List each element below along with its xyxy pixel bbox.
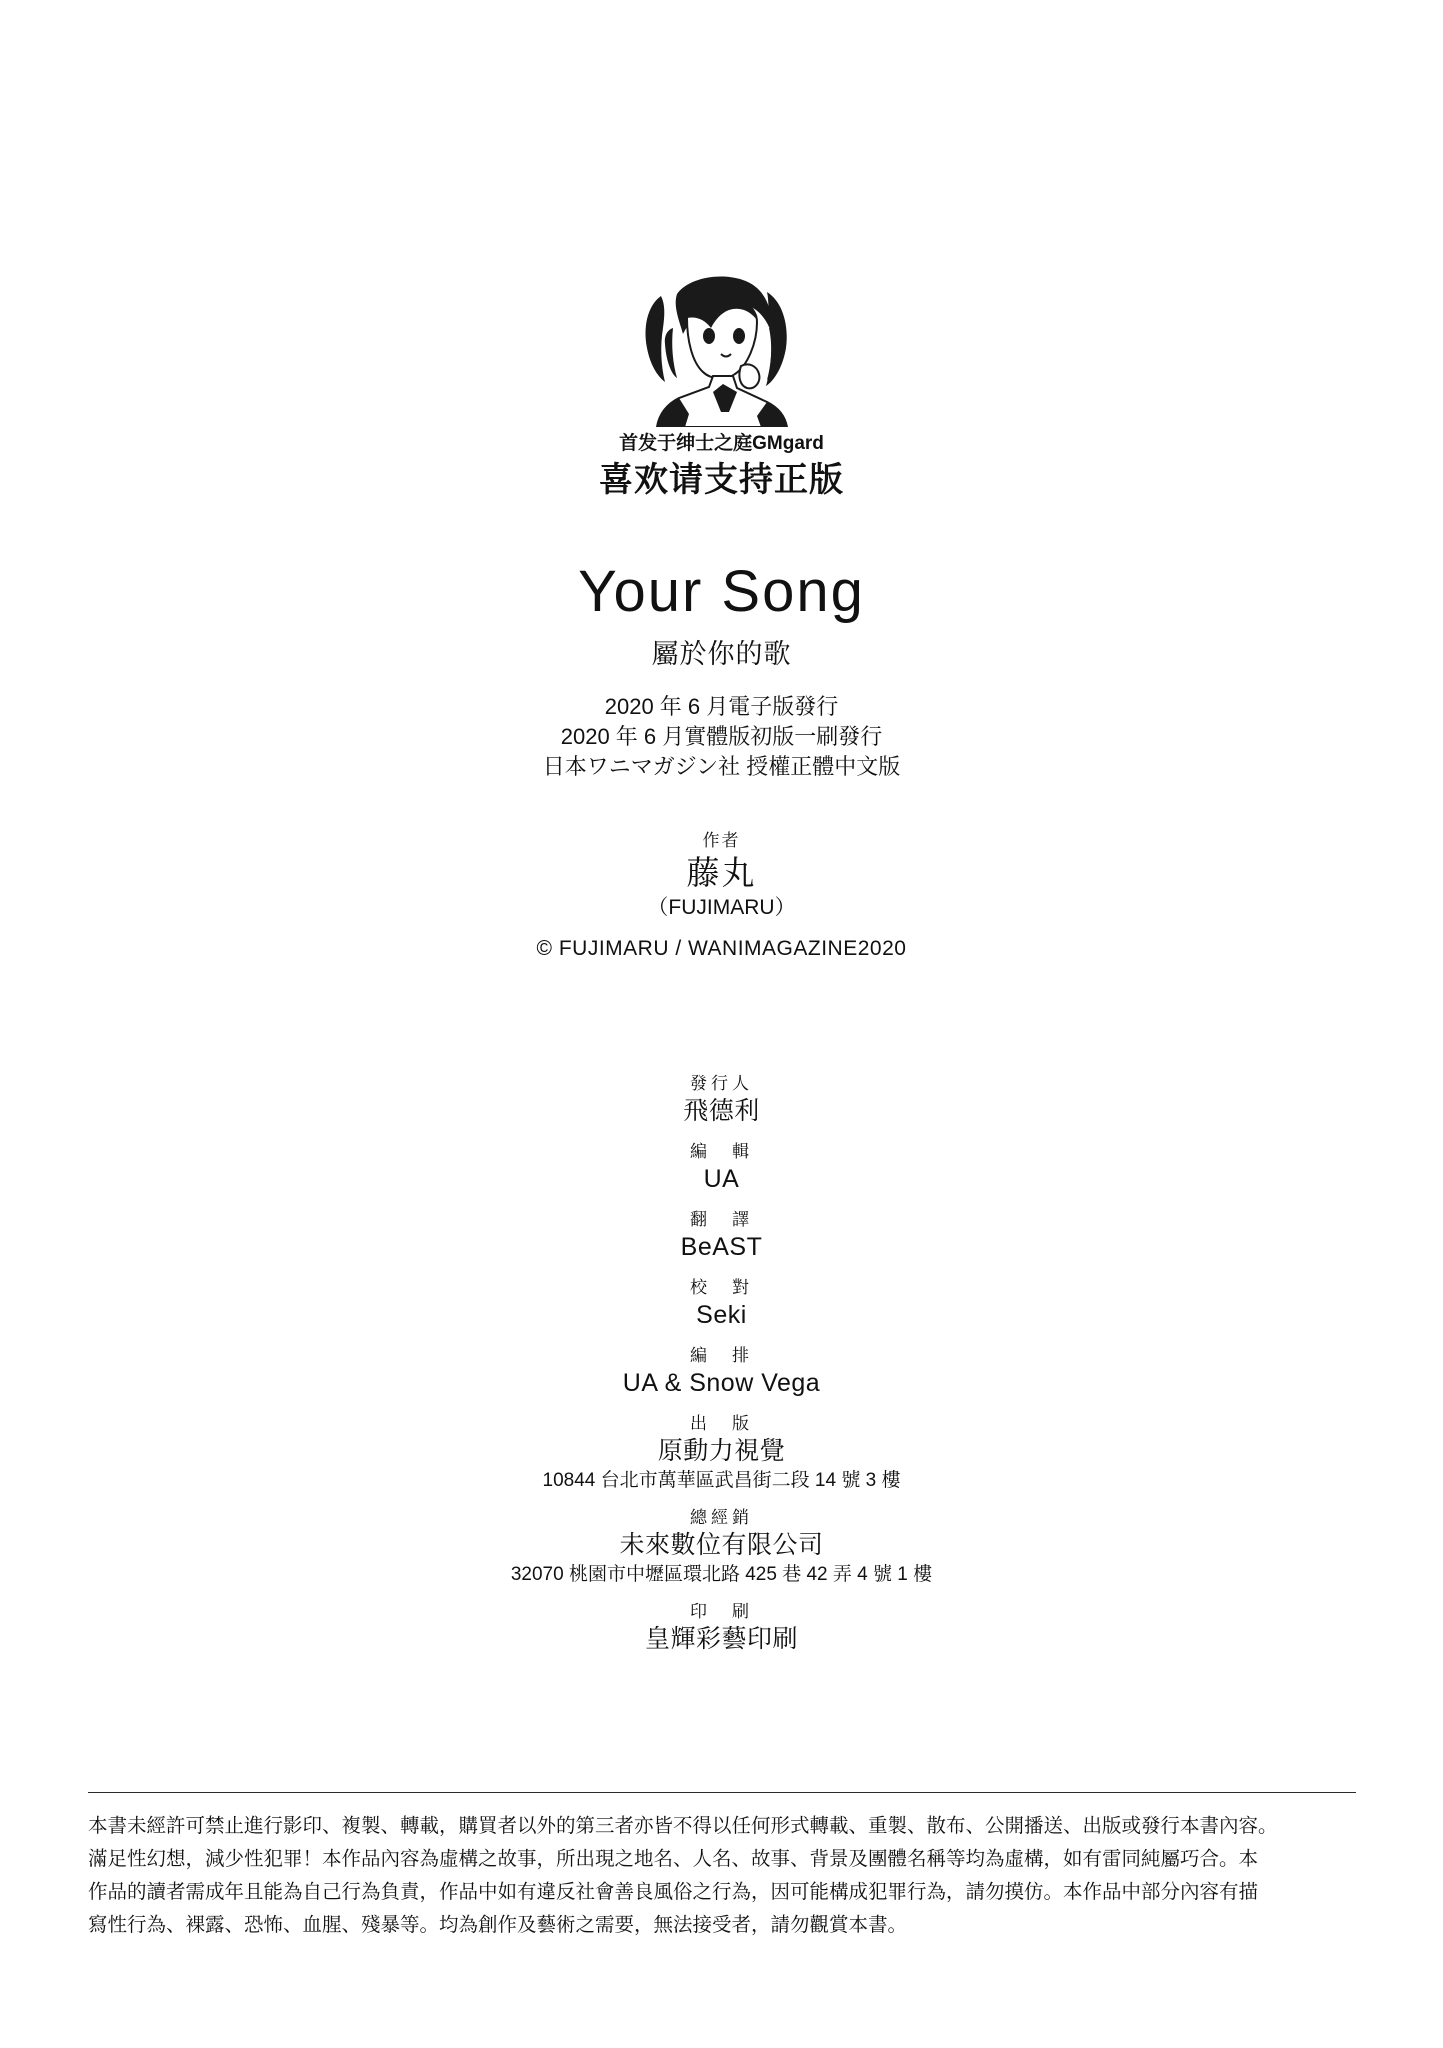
staff-role-label: 校 對 xyxy=(690,1278,753,1297)
staff-value: 皇輝彩藝印刷 xyxy=(644,1625,798,1653)
legal-notice-line-1: 本書未經許可禁止進行影印、複製、轉載，購買者以外的第三者亦皆不得以任何形式轉載、重製、散布、公開播送、出版或發行本書內容。 xyxy=(88,1815,1278,1837)
staff-credit-item xyxy=(0,1276,1443,1332)
publication-line-3: 日本ワニマガジン社 授權正體中文版 xyxy=(542,754,901,779)
staff-role-label: 編 排 xyxy=(690,1346,753,1365)
support-official-line: 喜欢请支持正版 xyxy=(599,461,844,499)
staff-credits xyxy=(0,1072,1443,1668)
staff-role-label: 翻 譯 xyxy=(690,1210,753,1229)
publication-info xyxy=(0,692,1443,782)
title-english: Your Song xyxy=(578,559,865,624)
author-name: 藤丸 xyxy=(686,854,757,891)
publication-line-2: 2020 年 6 月實體版初版一刷發行 xyxy=(560,724,883,749)
staff-role-label: 印 刷 xyxy=(690,1602,753,1621)
staff-value: UA xyxy=(703,1165,740,1193)
staff-role-label: 總經銷 xyxy=(690,1508,753,1527)
publication-line-1: 2020 年 6 月電子版發行 xyxy=(604,694,839,719)
staff-credit-item xyxy=(0,1140,1443,1196)
staff-credit-item xyxy=(0,1344,1443,1400)
legal-notice xyxy=(88,1810,1356,1942)
author-name-romaji: （FUJIMARU） xyxy=(647,896,796,919)
copyright-notice: © FUJIMARU / WANIMAGAZINE2020 xyxy=(536,937,907,960)
staff-address: 10844 台北市萬華區武昌街二段 14 號 3 樓 xyxy=(542,1470,901,1491)
source-credit-line: 首发于绅士之庭GMgard xyxy=(619,433,824,454)
staff-credit-item xyxy=(0,1412,1443,1494)
staff-credit-item xyxy=(0,1072,1443,1128)
author-role-label: 作者 xyxy=(702,831,741,850)
footer-divider xyxy=(88,1792,1356,1793)
legal-notice-line-3: 作品的讀者需成年且能為自己行為負責，作品中如有違反社會善良風俗之行為，因可能構成犯罪行為，請勿摸仿。本作品中部分內容有描 xyxy=(88,1881,1259,1903)
staff-credit-item xyxy=(0,1208,1443,1264)
staff-value: Seki xyxy=(696,1301,747,1329)
staff-value: BeAST xyxy=(680,1233,763,1261)
legal-notice-line-4: 寫性行為、裸露、恐怖、血腥、殘暴等。均為創作及藝術之需要，無法接受者，請勿觀賞本書。 xyxy=(88,1914,908,1936)
staff-credit-item xyxy=(0,1600,1443,1656)
staff-address: 32070 桃園市中壢區環北路 425 巷 42 弄 4 號 1 樓 xyxy=(510,1564,933,1585)
staff-role-label: 編 輯 xyxy=(690,1142,753,1161)
staff-value: 飛德利 xyxy=(683,1097,760,1125)
staff-role-label: 發行人 xyxy=(690,1074,753,1093)
girl-portrait-illustration xyxy=(617,262,827,427)
staff-value: UA & Snow Vega xyxy=(622,1369,821,1397)
staff-value: 原動力視覺 xyxy=(657,1437,786,1465)
legal-notice-line-2: 滿足性幻想，減少性犯罪！本作品內容為虛構之故事，所出現之地名、人名、故事、背景及團體名稱等均為虛構，如有雷同純屬巧合。本 xyxy=(88,1848,1259,1870)
author-info xyxy=(0,830,1443,964)
title-chinese: 屬於你的歌 xyxy=(651,639,792,669)
logo-container xyxy=(0,262,1443,432)
staff-value: 未來數位有限公司 xyxy=(619,1531,824,1559)
staff-credit-item xyxy=(0,1506,1443,1588)
staff-role-label: 出 版 xyxy=(690,1414,753,1433)
